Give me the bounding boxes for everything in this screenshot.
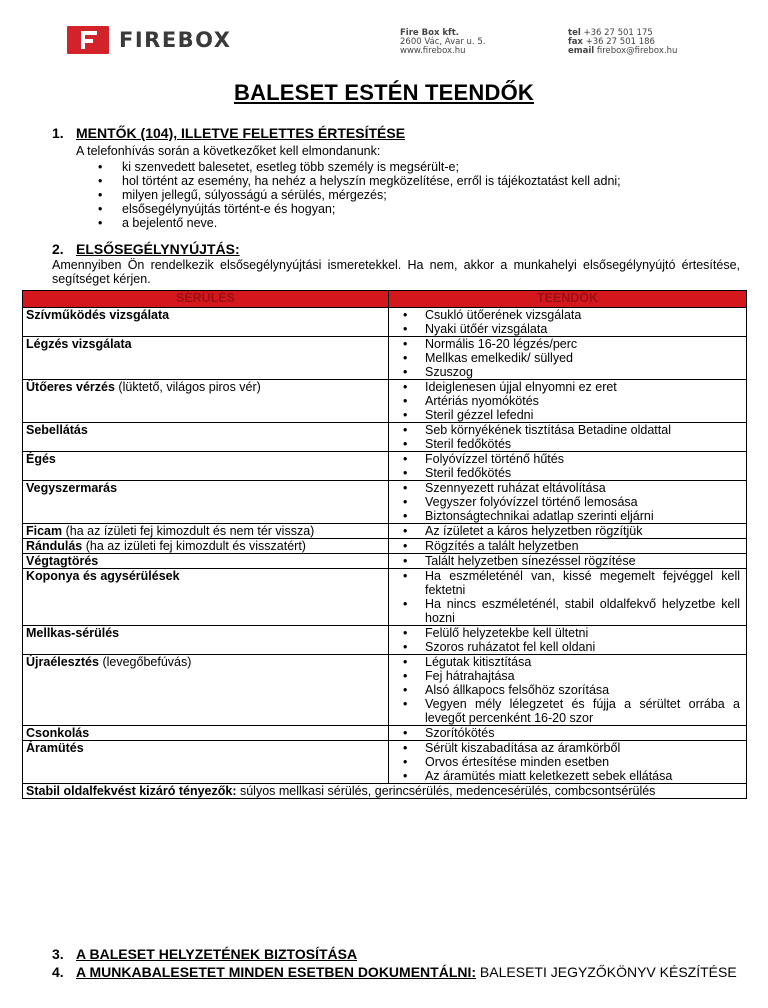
actions-cell bbox=[389, 554, 747, 569]
action-item: • Vegyszer folyóvízzel történő lemosása bbox=[403, 495, 740, 509]
table-row bbox=[23, 380, 747, 423]
section-4 bbox=[52, 964, 742, 980]
table-row bbox=[23, 337, 747, 380]
section-4-text: BALESETI JEGYZŐKÖNYV KÉSZÍTÉSE bbox=[476, 964, 737, 980]
action-item: • Az ízületet a káros helyzetben rögzítjük bbox=[403, 524, 740, 538]
page-title: BALESET ESTÉN TEENDŐK bbox=[233, 80, 534, 105]
email-value: firebox@firebox.hu bbox=[596, 46, 678, 56]
firebox-logo-icon bbox=[67, 26, 109, 54]
injury-cell bbox=[23, 452, 389, 481]
injury-cell bbox=[23, 554, 389, 569]
injury-note: (ha az izületi fej kimozdult és visszatért) bbox=[82, 539, 306, 553]
injury-name: Vegyszermarás bbox=[26, 481, 118, 495]
table-footer-row bbox=[23, 784, 747, 799]
table-row bbox=[23, 569, 747, 626]
section-1-bullet-list bbox=[98, 160, 621, 230]
fax-value: +36 27 501 186 bbox=[585, 37, 655, 47]
table-row bbox=[23, 423, 747, 452]
actions-cell bbox=[389, 423, 747, 452]
injury-name: Koponya és agysérülések bbox=[26, 569, 180, 583]
injury-cell bbox=[23, 524, 389, 539]
injury-name: Csonkolás bbox=[26, 726, 90, 740]
action-item: • Fej hátrahajtása bbox=[403, 669, 740, 683]
table-row bbox=[23, 481, 747, 524]
action-item: • Orvos értesítése minden esetben bbox=[403, 755, 740, 769]
section-1-intro: A telefonhívás során a következőket kell elmondanunk: bbox=[76, 144, 381, 158]
firebox-logo bbox=[67, 26, 231, 54]
contact-info bbox=[568, 29, 677, 56]
injury-name: Végtagtörés bbox=[26, 554, 99, 568]
injury-note: (lüktető, világos piros vér) bbox=[114, 380, 261, 394]
injury-cell bbox=[23, 380, 389, 423]
logo-text: FIREBOX bbox=[119, 28, 232, 52]
table-row bbox=[23, 554, 747, 569]
injury-table bbox=[22, 290, 747, 799]
injury-name: Ütőeres vérzés bbox=[26, 380, 115, 394]
injury-cell bbox=[23, 655, 389, 726]
action-item: • Artériás nyomókötés bbox=[403, 394, 740, 408]
email-label: email bbox=[568, 46, 595, 56]
action-item: • Seb környékének tisztítása Betadine oldattal bbox=[403, 423, 740, 437]
section-4-number: 4. bbox=[52, 964, 64, 980]
injury-name: Sebellátás bbox=[26, 423, 88, 437]
action-item: • Az áramütés miatt keletkezett sebek ellátása bbox=[403, 769, 740, 783]
actions-cell bbox=[389, 626, 747, 655]
header-actions: TEENDŐK bbox=[389, 291, 747, 308]
action-item: • Szennyezett ruházat eltávolítása bbox=[403, 481, 740, 495]
injury-name: Égés bbox=[26, 452, 56, 466]
injury-cell bbox=[23, 569, 389, 626]
section-3-number: 3. bbox=[52, 946, 64, 962]
section-2-heading bbox=[52, 241, 240, 257]
action-item: • Nyaki ütőér vizsgálata bbox=[403, 322, 740, 336]
action-item: • Talált helyzetben sínezéssel rögzítése bbox=[403, 554, 740, 568]
injury-note: (ha az ízületi fej kimozdult és nem tér vissza) bbox=[62, 524, 315, 538]
injury-cell bbox=[23, 308, 389, 337]
injury-name: Áramütés bbox=[26, 741, 84, 755]
section-2-number: 2. bbox=[52, 241, 64, 257]
action-item: • Mellkas emelkedik/ süllyed bbox=[403, 351, 740, 365]
action-item: • Csukló ütőerének vizsgálata bbox=[403, 308, 740, 322]
actions-cell bbox=[389, 481, 747, 524]
injury-cell bbox=[23, 337, 389, 380]
injury-cell bbox=[23, 539, 389, 554]
table-row bbox=[23, 626, 747, 655]
action-item: • Rögzítés a talált helyzetben bbox=[403, 539, 740, 553]
company-name: Fire Box kft. bbox=[400, 28, 460, 38]
table-row bbox=[23, 524, 747, 539]
header-injury: SÉRÜLÉS bbox=[23, 291, 389, 308]
action-item: • Steril fedőkötés bbox=[403, 437, 740, 451]
footer-text: súlyos mellkasi sérülés, gerincsérülés, medencesérülés, combcsontsérülés bbox=[236, 784, 656, 798]
actions-cell bbox=[389, 726, 747, 741]
list-item: • ki szenvedett balesetet, esetleg több személy is megsérült-e; bbox=[98, 160, 621, 174]
action-item: • Steril fedőkötés bbox=[403, 466, 740, 480]
footer-cell bbox=[23, 784, 747, 799]
action-item: • Steril gézzel lefedni bbox=[403, 408, 740, 422]
page-header bbox=[0, 0, 768, 70]
actions-cell bbox=[389, 337, 747, 380]
table-row bbox=[23, 726, 747, 741]
table-row bbox=[23, 452, 747, 481]
company-website: www.firebox.hu bbox=[400, 46, 466, 56]
injury-cell bbox=[23, 423, 389, 452]
injury-name: Szívműködés vizsgálata bbox=[26, 308, 170, 322]
action-item: • Ha eszméleténél van, kissé megemelt fejvéggel kell fektetni bbox=[403, 569, 740, 597]
action-item: • Biztonságtechnikai adatlap szerinti eljárni bbox=[403, 509, 740, 523]
action-item: • Alsó állkapocs felsőhöz szorítása bbox=[403, 683, 740, 697]
injury-note: (levegőbefúvás) bbox=[98, 655, 192, 669]
injury-name: Légzés vizsgálata bbox=[26, 337, 132, 351]
tel-label: tel bbox=[568, 28, 581, 38]
tel-value: +36 27 501 175 bbox=[583, 28, 653, 38]
action-item: • Ideiglenesen újjal elnyomni ez eret bbox=[403, 380, 740, 394]
section-1-title: MENTŐK (104), ILLETVE FELETTES ÉRTESÍTÉSE bbox=[76, 125, 406, 141]
section-2-title: ELSŐSEGÉLYNYÚJTÁS: bbox=[76, 241, 240, 257]
actions-cell bbox=[389, 539, 747, 554]
table-row bbox=[23, 539, 747, 554]
action-item: • Szuszog bbox=[403, 365, 740, 379]
table-row bbox=[23, 741, 747, 784]
action-item: • Ha nincs eszméleténél, stabil oldalfekvő helyzetbe kell hozni bbox=[403, 597, 740, 625]
list-item: • a bejelentő neve. bbox=[98, 216, 621, 230]
actions-cell bbox=[389, 741, 747, 784]
actions-cell bbox=[389, 655, 747, 726]
injury-cell bbox=[23, 741, 389, 784]
injury-cell bbox=[23, 481, 389, 524]
company-info bbox=[400, 29, 485, 56]
table-row bbox=[23, 655, 747, 726]
action-item: • Sérült kiszabadítása az áramkörből bbox=[403, 741, 740, 755]
action-item: • Felülő helyzetekbe kell ültetni bbox=[403, 626, 740, 640]
list-item: • elsősegélynyújtás történt-e és hogyan; bbox=[98, 202, 621, 216]
list-item: • hol történt az esemény, ha nehéz a helyszín megközelítése, erről is tájékoztatást kell adni; bbox=[98, 174, 621, 188]
actions-cell bbox=[389, 380, 747, 423]
actions-cell bbox=[389, 569, 747, 626]
footer-label: Stabil oldalfekvést kizáró tényezők: bbox=[26, 784, 237, 798]
injury-name: Újraélesztés bbox=[26, 655, 99, 669]
action-item: • Normális 16-20 légzés/perc bbox=[403, 337, 740, 351]
injury-name: Mellkas-sérülés bbox=[26, 626, 120, 640]
list-item: • milyen jellegű, súlyosságú a sérülés, mérgezés; bbox=[98, 188, 621, 202]
action-item: • Szorítókötés bbox=[403, 726, 740, 740]
injury-cell bbox=[23, 726, 389, 741]
action-item: • Légutak kitisztítása bbox=[403, 655, 740, 669]
table-header-row bbox=[23, 291, 747, 308]
injury-cell bbox=[23, 626, 389, 655]
section-1-number: 1. bbox=[52, 125, 64, 141]
action-item: • Szoros ruházatot fel kell oldani bbox=[403, 640, 740, 654]
section-3 bbox=[52, 946, 357, 962]
section-4-title: A MUNKABALESETET MINDEN ESETBEN DOKUMENTÁLNI: bbox=[76, 964, 477, 980]
action-item: • Folyóvízzel történő hűtés bbox=[403, 452, 740, 466]
section-3-title: A BALESET HELYZETÉNEK BIZTOSÍTÁSA bbox=[76, 946, 358, 962]
table-body bbox=[23, 308, 747, 799]
actions-cell bbox=[389, 308, 747, 337]
table-row bbox=[23, 308, 747, 337]
actions-cell bbox=[389, 524, 747, 539]
section-2-intro: Amennyiben Ön rendelkezik elsősegélynyújtási ismeretekkel. Ha nem, akkor a munkahelyi elsősegélynyújtó értesítése, segítséget kérjen. bbox=[52, 258, 740, 286]
section-1-heading bbox=[52, 125, 405, 141]
company-address: 2600 Vác, Avar u. 5. bbox=[400, 37, 486, 47]
injury-name: Rándulás bbox=[26, 539, 83, 553]
actions-cell bbox=[389, 452, 747, 481]
fax-label: fax bbox=[568, 37, 583, 47]
action-item: • Vegyen mély lélegzetet és fújja a sérültet orrába a levegőt percenként 16-20 szor bbox=[403, 697, 740, 725]
injury-name: Ficam bbox=[26, 524, 63, 538]
